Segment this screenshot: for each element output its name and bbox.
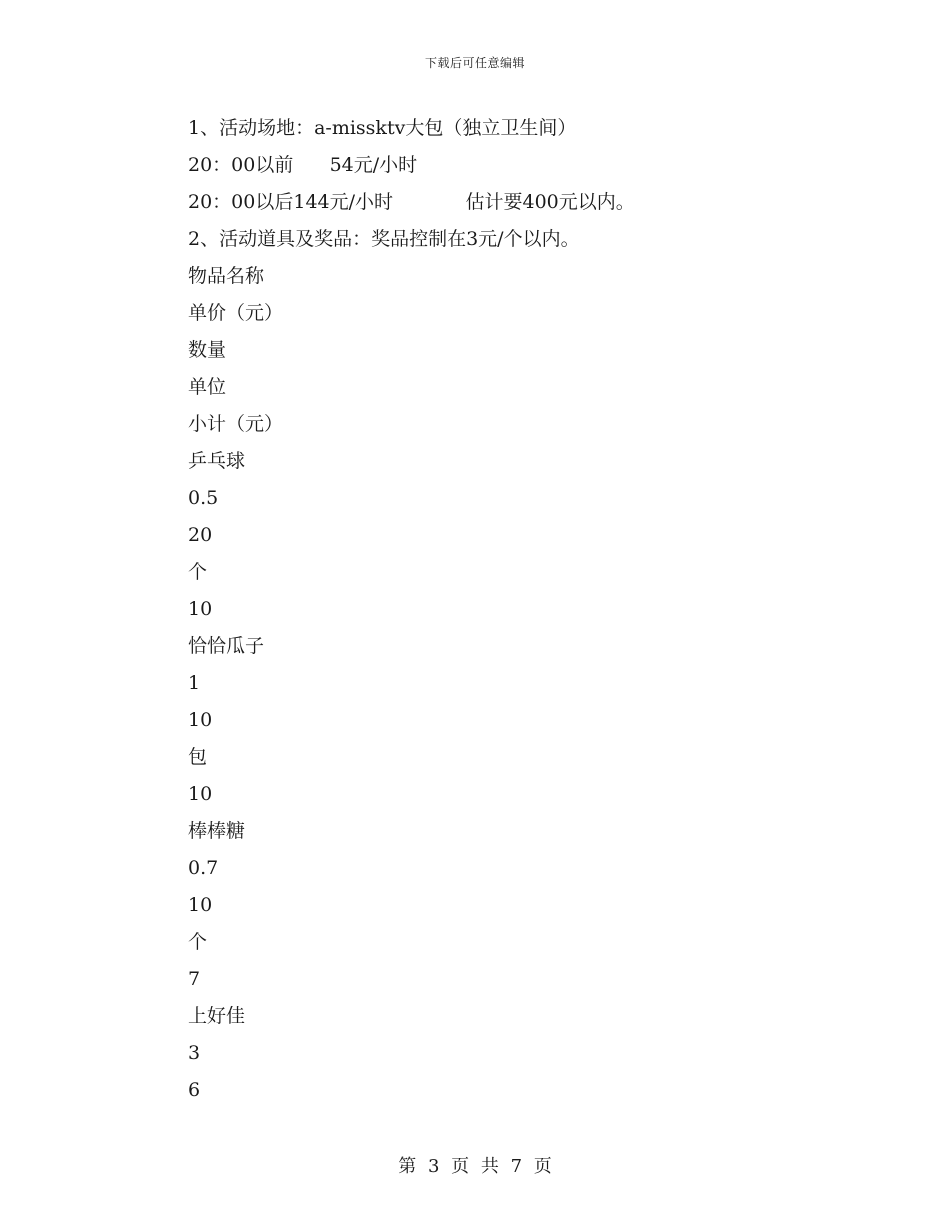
price-after-20-line: 20：00以后144元/小时 估计要400元以内。 — [188, 191, 635, 213]
column-header-unit: 单位 — [188, 376, 227, 398]
item-unit: 包 — [188, 746, 208, 768]
item-unit: 个 — [188, 931, 208, 953]
item-subtotal: 7 — [188, 968, 201, 990]
venue-line: 1、活动场地：a-missktv大包（独立卫生间） — [188, 117, 577, 139]
props-prizes-line: 2、活动道具及奖品：奖品控制在3元/个以内。 — [188, 228, 580, 250]
item-name: 恰恰瓜子 — [188, 635, 265, 657]
column-header-quantity: 数量 — [188, 339, 227, 361]
column-header-item-name: 物品名称 — [188, 265, 265, 287]
item-unit: 个 — [188, 561, 208, 583]
item-name: 棒棒糖 — [188, 820, 246, 842]
item-unit-price: 0.7 — [188, 857, 219, 879]
item-unit-price: 3 — [188, 1042, 201, 1064]
item-quantity: 10 — [188, 894, 213, 916]
item-quantity: 20 — [188, 524, 213, 546]
item-name: 乒乓球 — [188, 450, 246, 472]
item-unit-price: 0.5 — [188, 487, 219, 509]
column-header-subtotal: 小计（元） — [188, 413, 284, 435]
page-number-footer: 第 3 页 共 7 页 — [398, 1156, 552, 1177]
page-header: 下载后可任意编辑 — [424, 56, 525, 70]
price-before-20-line: 20：00以前 54元/小时 — [188, 154, 418, 176]
item-subtotal: 10 — [188, 598, 213, 620]
column-header-unit-price: 单价（元） — [188, 302, 284, 324]
item-name: 上好佳 — [188, 1005, 246, 1027]
item-quantity: 6 — [188, 1079, 201, 1101]
item-quantity: 10 — [188, 709, 213, 731]
document-body — [188, 110, 788, 1109]
item-subtotal: 10 — [188, 783, 213, 805]
item-unit-price: 1 — [188, 672, 201, 694]
